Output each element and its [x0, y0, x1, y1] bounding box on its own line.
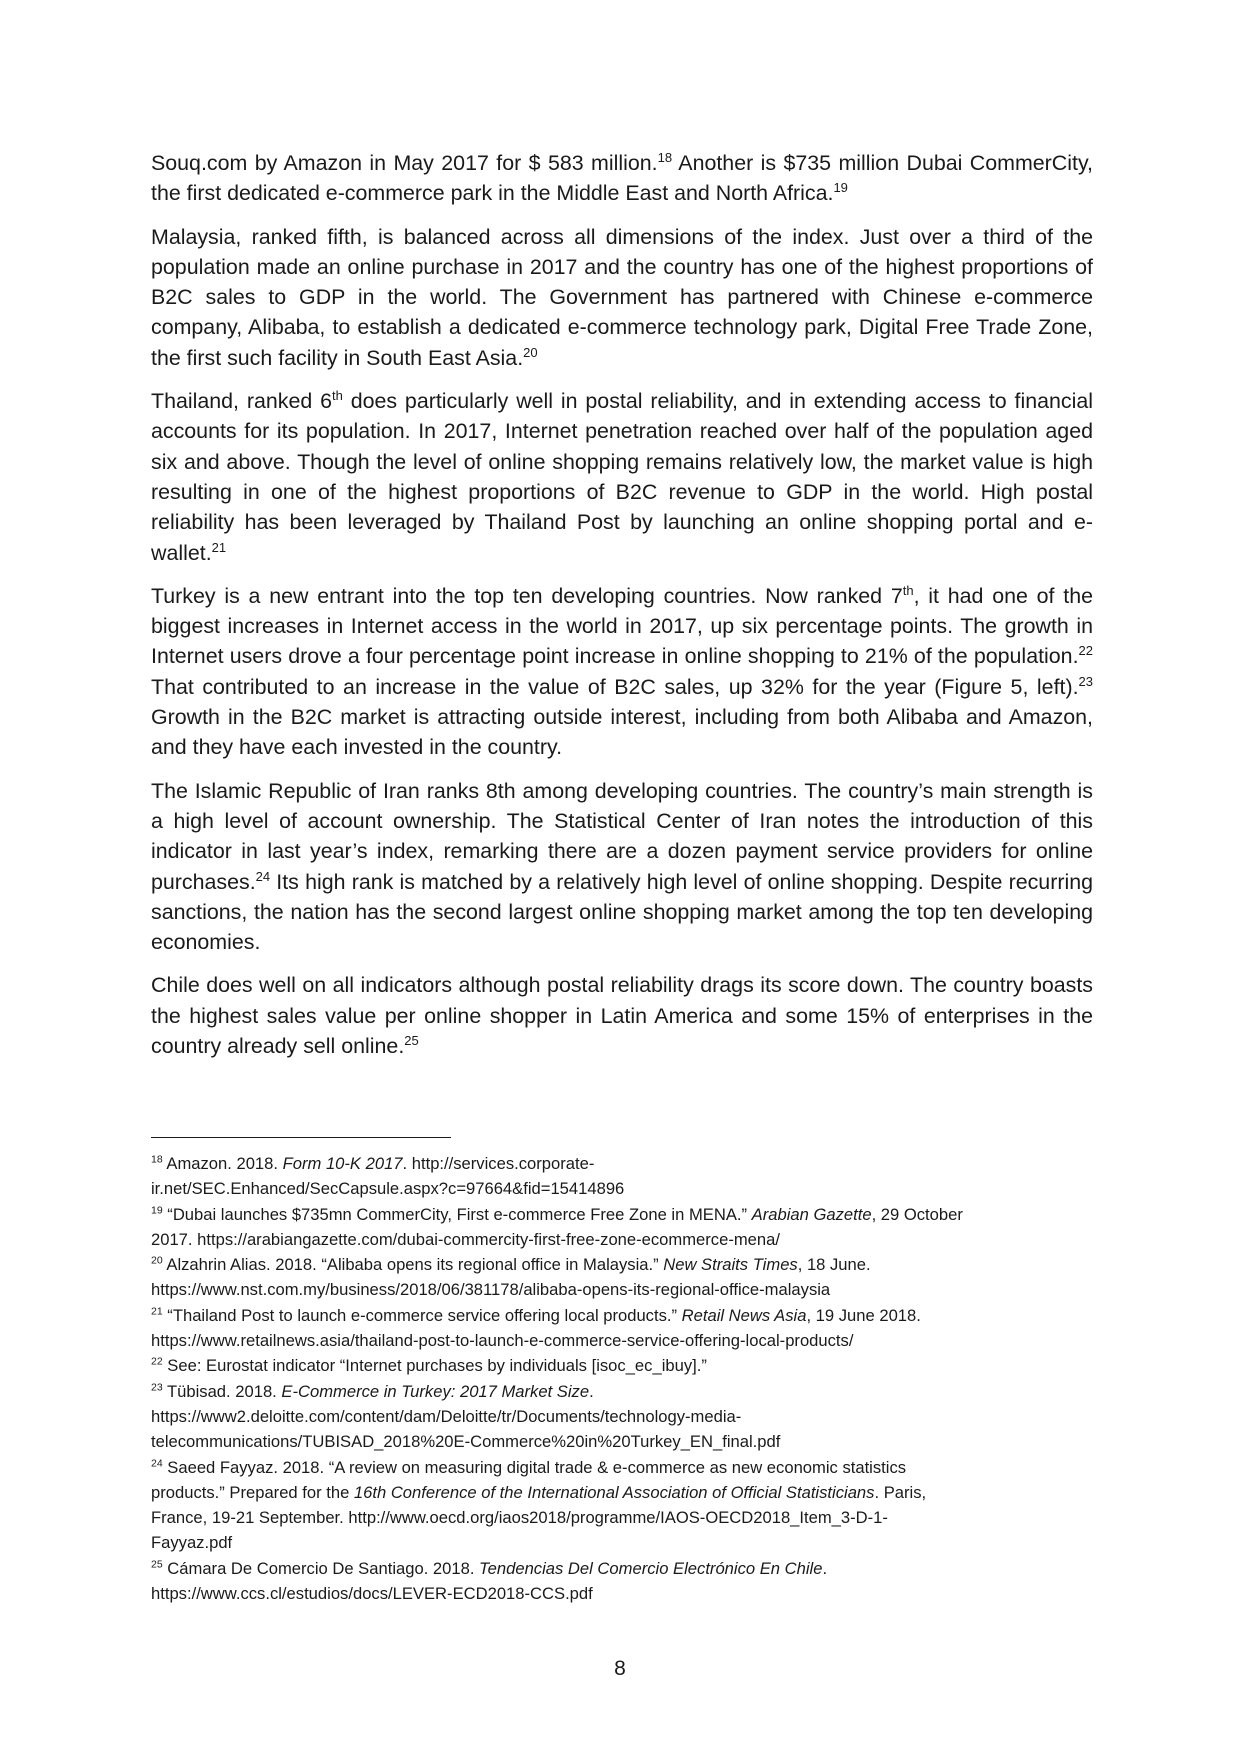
text-run: . — [822, 1558, 828, 1578]
footnotes — [151, 1151, 1101, 1606]
text-run: Fayyaz.pdf — [151, 1533, 233, 1553]
text-run: . — [589, 1381, 594, 1401]
footnote-25 — [151, 1556, 1101, 1607]
italic-title: 16th Conference of the International Association of Official Statisticians — [353, 1482, 875, 1502]
text-run: Its high rank is matched by a relatively high level of online shopping. Despite recurring sanctions, the nation has the second largest online shopping market among the top ten developing economies. — [151, 869, 1093, 955]
text-run: See: Eurostat indicator “Internet purchases by individuals [isoc_ec_ibuy].” — [162, 1356, 707, 1376]
italic-title: Retail News Asia — [681, 1305, 807, 1325]
footnote-ref: 25 — [151, 1558, 163, 1571]
text-run: That contributed to an increase in the value of B2C sales, up 32% for the year (Figure 5, left). — [151, 674, 1079, 699]
text-run: , it had one of the biggest increases in Internet access in the world in 2017, up six percentage points. The growth in Internet users drove a four percentage point increase in online shopping to 21% of the population. — [151, 583, 1093, 669]
footnote-24 — [151, 1455, 1101, 1556]
text-run: https://www.ccs.cl/estudios/docs/LEVER-ECD2018-CCS.pdf — [151, 1584, 593, 1604]
text-run: “Dubai launches $735mn CommerCity, First e-commerce Free Zone in MENA.” — [162, 1204, 752, 1224]
footnote-ref: 20 — [523, 344, 538, 360]
footnote-ref: 21 — [151, 1305, 163, 1318]
paragraph-iran — [151, 776, 1093, 958]
footnote-20 — [151, 1252, 1101, 1303]
italic-title: E-Commerce in Turkey: 2017 Market Size — [281, 1381, 590, 1401]
paragraph-souq-dubai — [151, 148, 1093, 209]
footnote-ref: 23 — [1078, 673, 1093, 689]
text-run: Another is $735 million Dubai CommerCity, the first dedicated e-commerce park in the Middle East and North Africa. — [151, 151, 1093, 206]
italic-title: New Straits Times — [663, 1255, 798, 1275]
paragraph-malaysia — [151, 222, 1093, 373]
footnote-18 — [151, 1151, 1101, 1202]
text-run: does particularly well in postal reliability, and in extending access to financial accounts for its population. In 2017, Internet penetration reached over half of the population aged six and above. Though the level of online shopping remains relatively low, the market value is high resulting in one of the highest proportions of B2C revenue to GDP in the world. High postal reliability has been leveraged by Thailand Post by launching an online shopping portal and e-wallet. — [151, 389, 1093, 565]
text-run: , 29 October — [871, 1204, 963, 1224]
footnote-ref: 22 — [151, 1355, 163, 1368]
text-run: Alzahrin Alias. 2018. “Alibaba opens its regional office in Malaysia.” — [162, 1255, 664, 1275]
footnote-separator — [151, 1137, 451, 1138]
text-run: France, 19-21 September. http://www.oecd.org/iaos2018/programme/IAOS-OECD2018_Item_3-D-1- — [151, 1508, 888, 1528]
text-run: products.” Prepared for the — [151, 1482, 354, 1502]
text-run: 2017. https://arabiangazette.com/dubai-commercity-first-free-zone-ecommerce-mena/ — [151, 1229, 780, 1249]
text-run: Malaysia, ranked fifth, is balanced across all dimensions of the index. Just over a third of the population made an online purchase in 2017 and the country has one of the highest proportions of B2C sales to GDP in the world. The Government has partnered with Chinese e-commerce company, Alibaba, to establish a dedicated e-commerce technology park, Digital Free Trade Zone, the first such facility in South East Asia. — [151, 224, 1093, 370]
text-run: Saeed Fayyaz. 2018. “A review on measuring digital trade & e-commerce as new economic statistics — [162, 1457, 907, 1477]
paragraph-chile — [151, 970, 1093, 1061]
text-run: Amazon. 2018. — [162, 1154, 283, 1173]
text-run: Souq.com by Amazon in May 2017 for $ 583 million. — [151, 151, 658, 175]
text-run: telecommunications/TUBISAD_2018%20E-Commerce%20in%20Turkey_EN_final.pdf — [151, 1432, 781, 1452]
footnote-23 — [151, 1379, 1101, 1455]
footnote-ref: 22 — [1078, 643, 1093, 659]
text-run: Turkey is a new entrant into the top ten developing countries. Now ranked 7 — [151, 583, 903, 608]
text-run: The Islamic Republic of Iran ranks 8th among developing countries. The country’s main strength is a high level of account ownership. The Statistical Center of Iran notes the introduction of this indicator in last year’s index, remarking there are a dozen payment service providers for online purchases. — [151, 778, 1093, 894]
paragraph-turkey — [151, 581, 1093, 763]
text-run: , 19 June 2018. — [806, 1305, 921, 1325]
text-run: https://www.nst.com.my/business/2018/06/381178/alibaba-opens-its-regional-office-malaysia — [151, 1280, 831, 1300]
text-run: Cámara De Comercio De Santiago. 2018. — [162, 1558, 480, 1578]
text-run: Thailand, ranked 6 — [151, 389, 332, 414]
text-run: Growth in the B2C market is attracting outside interest, including from both Alibaba and Amazon, and they have each invested in the country. — [151, 705, 1093, 760]
page-number: 8 — [614, 1657, 626, 1680]
italic-title: Tendencias Del Comercio Electrónico En Chile — [479, 1558, 823, 1578]
text-run: https://www2.deloitte.com/content/dam/Deloitte/tr/Documents/technology-media- — [151, 1406, 742, 1426]
body-text — [151, 148, 1093, 1074]
text-run: ir.net/SEC.Enhanced/SecCapsule.aspx?c=97664&fid=15414896 — [151, 1179, 625, 1199]
footnote-ref: 24 — [255, 868, 271, 884]
italic-title: Arabian Gazette — [751, 1204, 872, 1224]
footnote-22 — [151, 1353, 1101, 1378]
footnote-ref: 18 — [657, 149, 673, 165]
footnote-ref: th — [902, 582, 914, 598]
footnote-19 — [151, 1202, 1101, 1253]
text-run: Tübisad. 2018. — [162, 1381, 282, 1401]
footnote-ref: 25 — [404, 1032, 419, 1048]
footnote-ref: 19 — [833, 180, 848, 196]
footnote-21 — [151, 1303, 1101, 1354]
text-run: . Paris, — [874, 1482, 927, 1502]
footnote-ref: 24 — [151, 1457, 163, 1470]
footnote-ref: 20 — [151, 1254, 163, 1267]
text-run: , 18 June. — [797, 1255, 871, 1275]
footnote-ref: 21 — [211, 539, 227, 555]
text-run: . http://services.corporate- — [402, 1154, 595, 1173]
text-run: “Thailand Post to launch e-commerce service offering local products.” — [162, 1305, 682, 1325]
footnote-ref: 18 — [151, 1153, 163, 1166]
footnote-ref: th — [332, 387, 343, 403]
paragraph-thailand — [151, 386, 1093, 568]
text-run: Chile does well on all indicators although postal reliability drags its score down. The country boasts the highest sales value per online shopper in Latin America and some 15% of enterprises in the country already sell online. — [151, 973, 1093, 1059]
footnote-ref: 23 — [151, 1381, 163, 1394]
footnote-ref: 19 — [151, 1204, 163, 1217]
italic-title: Form 10-K 2017 — [282, 1154, 403, 1173]
text-run: https://www.retailnews.asia/thailand-post-to-launch-e-commerce-service-offering-local-products/ — [151, 1331, 854, 1351]
